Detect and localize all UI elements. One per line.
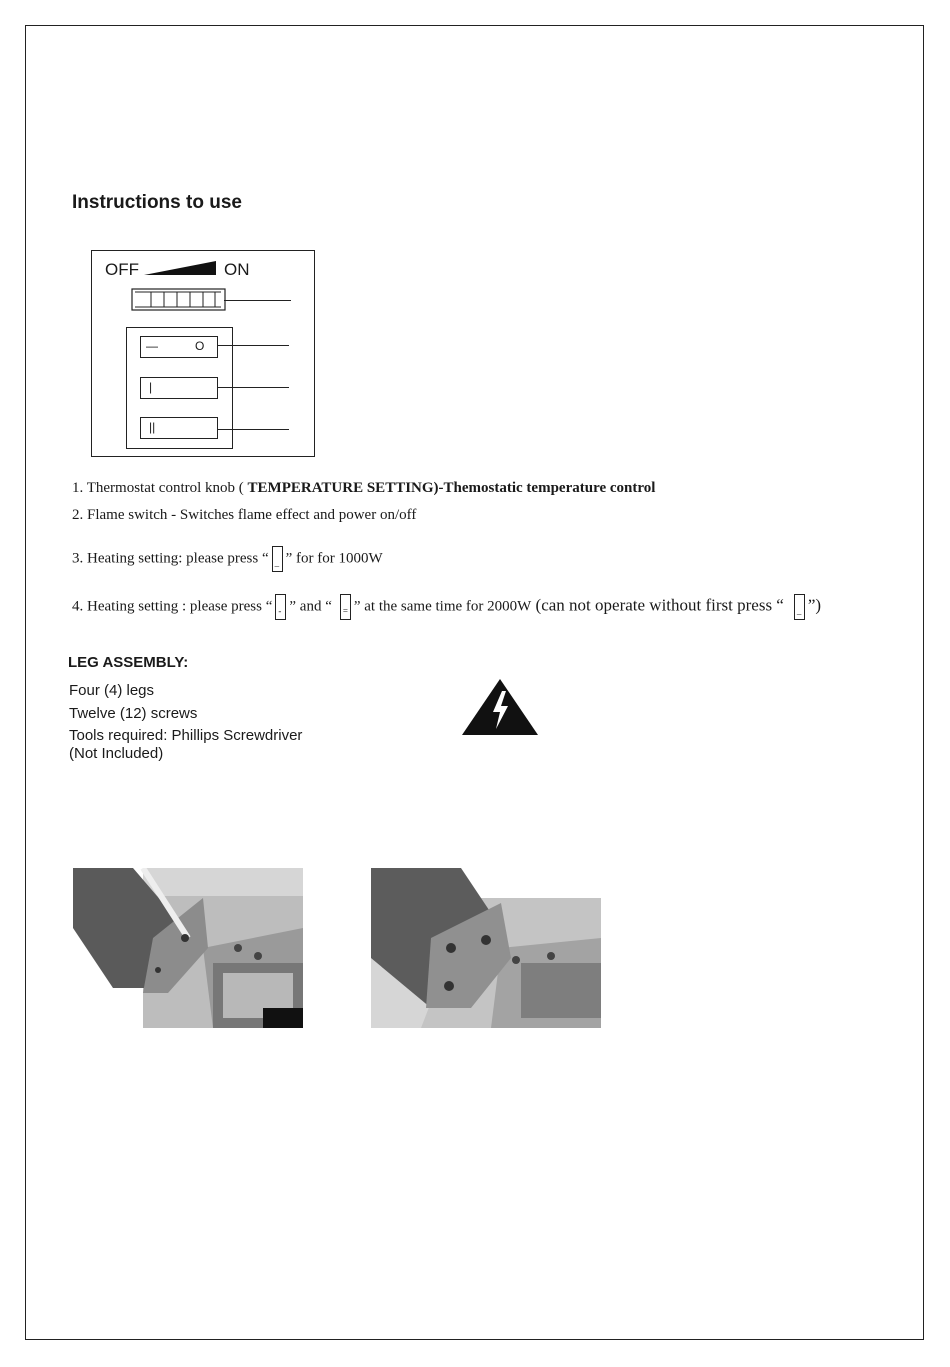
instruction-1: [72, 480, 655, 497]
instruction-4-note: (can not operate without first press “: [531, 595, 784, 615]
leader-line-4: [217, 429, 289, 430]
instruction-1-text: 1. Thermostat control knob (: [72, 480, 248, 496]
switch-off-symbol: —: [146, 339, 158, 353]
section-title: Instructions to use: [72, 192, 242, 213]
flame-switch: [140, 336, 218, 358]
leg-photo-screwdriver: [73, 868, 303, 1028]
key-symbol: _: [796, 606, 802, 616]
instruction-3: [72, 546, 383, 572]
off-label: OFF: [105, 260, 139, 279]
leader-line-3: [217, 387, 289, 388]
key-box: [275, 594, 286, 620]
instruction-4-mid: ” and “: [289, 598, 332, 615]
leg-assembly-title: LEG ASSEMBLY:: [68, 654, 189, 671]
key-box: [272, 546, 283, 572]
instruction-3-prefix: 3. Heating setting: please press “: [72, 550, 269, 567]
leg-line-3: Tools required: Phillips Screwdriver: [69, 727, 303, 744]
instruction-4-suffix: ” at the same time for 2000W: [353, 598, 532, 615]
leg-line-4: (Not Included): [69, 745, 164, 762]
key-symbol: _: [274, 558, 280, 568]
ramp-indicator: [142, 259, 218, 277]
instruction-3-suffix: ” for for 1000W: [285, 550, 383, 567]
key-symbol: =: [342, 606, 348, 616]
instruction-1-bold: TEMPERATURE SETTING)-Themostatic temperature control: [247, 480, 656, 496]
switch-on-symbol: O: [195, 339, 205, 353]
leg-photo-attached: [371, 868, 601, 1028]
electrical-warning-icon: [460, 677, 540, 737]
heat-switch-1000w: [140, 377, 218, 399]
on-label: ON: [224, 260, 250, 279]
leader-line-2: [217, 345, 289, 346]
instruction-4-note-end: ”): [807, 595, 822, 615]
heat-switch-2000w: [140, 417, 218, 439]
leg-line-1: Four (4) legs: [69, 682, 155, 699]
instruction-4: [72, 594, 821, 620]
key-box: [340, 594, 351, 620]
control-panel-diagram: [91, 250, 315, 457]
instruction-2: 2. Flame switch - Switches flame effect and power on/off: [72, 507, 417, 523]
switch-single-bar: |: [149, 380, 153, 394]
instruction-4-prefix: 4. Heating setting : please press “: [72, 598, 273, 615]
key-box: [794, 594, 805, 620]
switch-double-bar: ||: [149, 420, 156, 434]
thermostat-knob: [131, 288, 227, 312]
leader-line-1: [224, 300, 291, 301]
key-symbol: -: [278, 606, 282, 616]
leg-line-2: Twelve (12) screws: [69, 705, 198, 722]
